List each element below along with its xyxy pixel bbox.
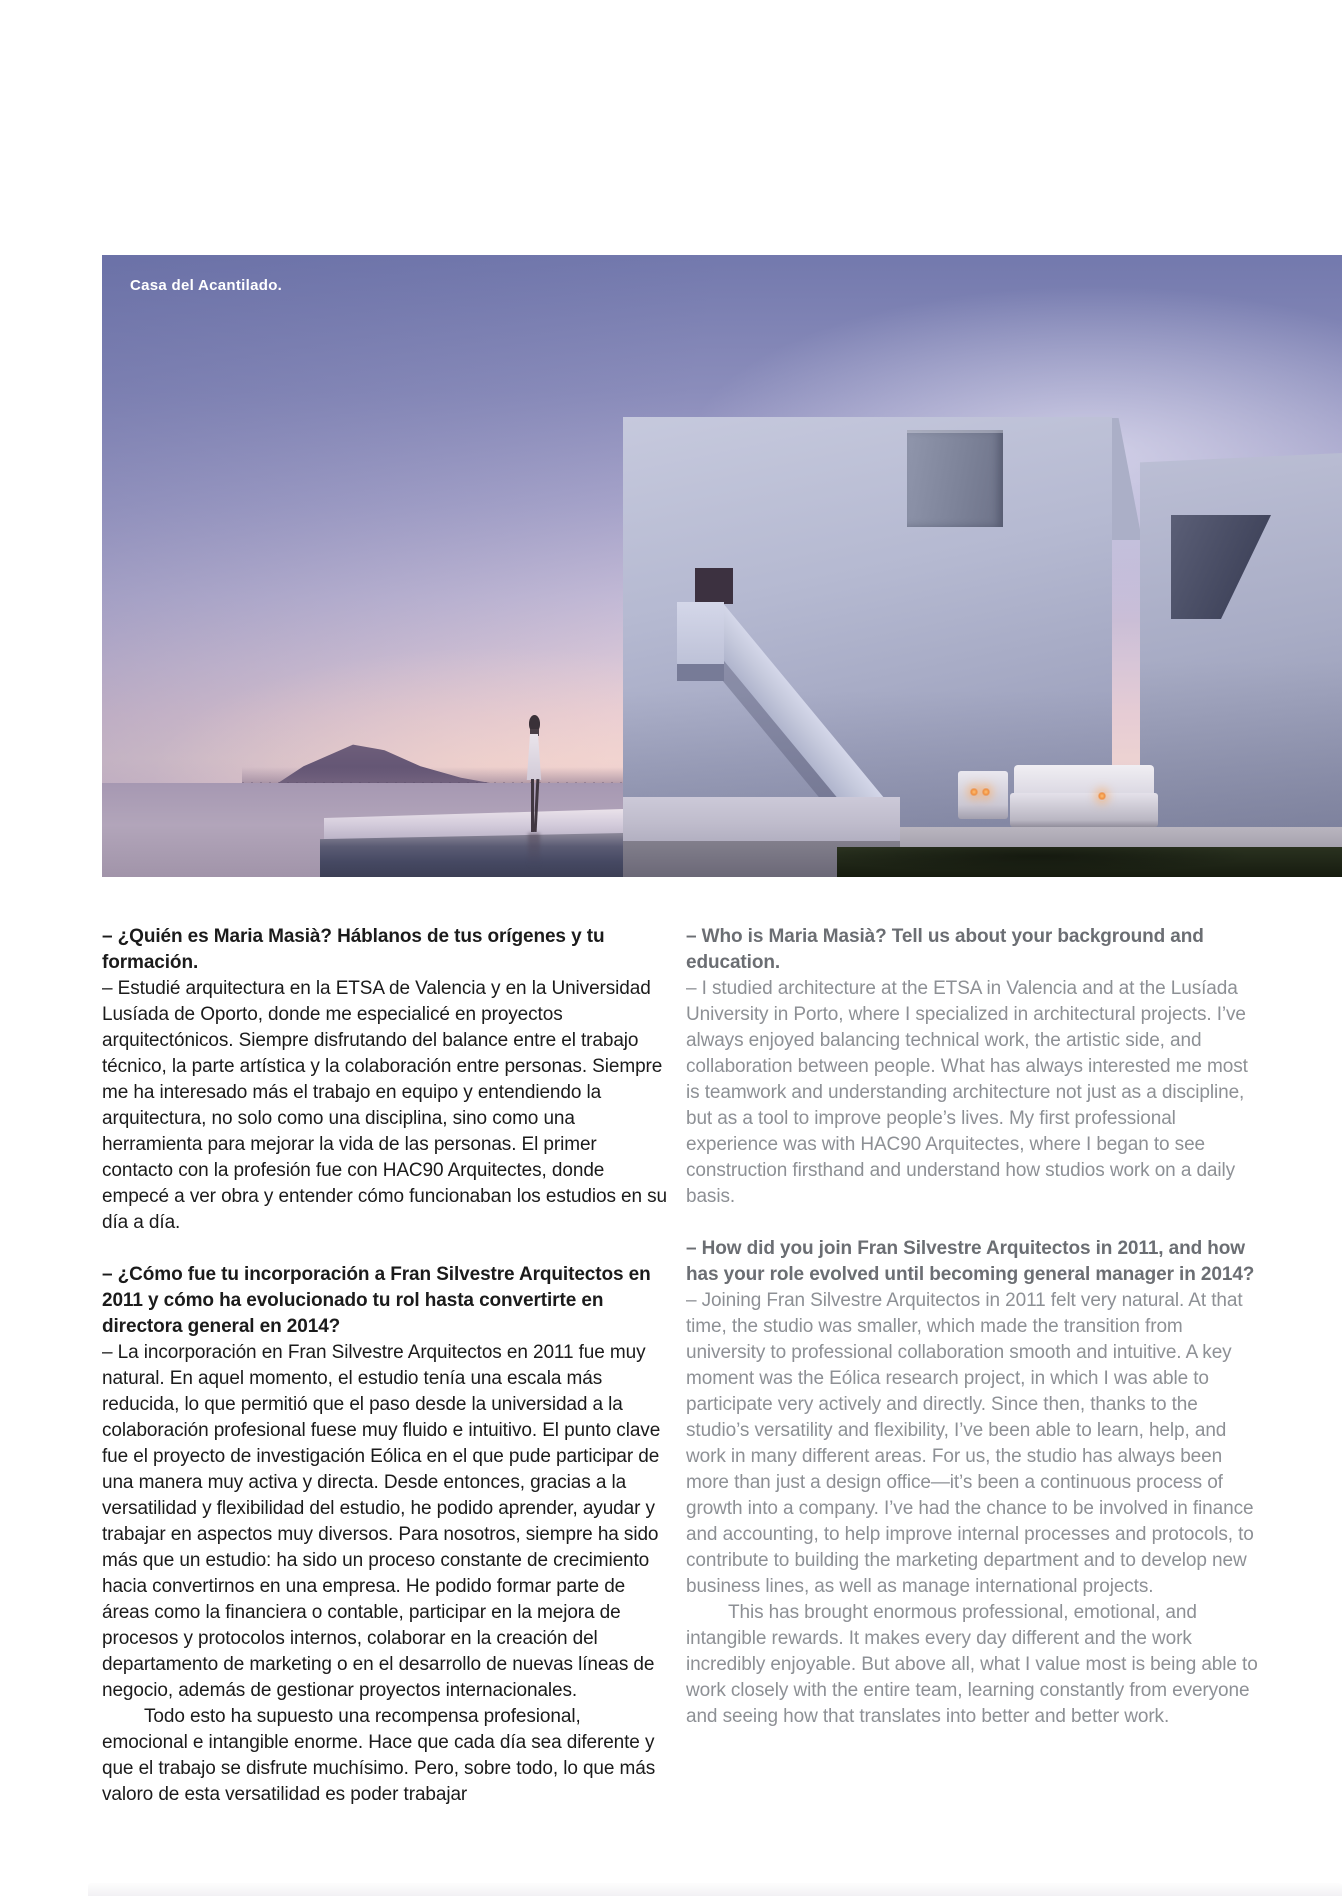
next-page-edge bbox=[88, 1883, 1342, 1896]
interview-question: – ¿Quién es Maria Masià? Háblanos de tus orígenes y tu formación. bbox=[102, 926, 605, 973]
interview-column-spanish bbox=[102, 924, 668, 1808]
interview-answer: – Joining Fran Silvestre Arquitectos in 2011 felt very natural. At that time, the studio was smaller, which made the transition from university to professional collaboration smooth and intuitive. A key moment was the Eólica research project, in which I was able to participate very actively and directly. Since then, thanks to the studio’s versatility and flexibility, I’ve been able to learn, help, and work in many different areas. For us, the studio has always been more than just a design office—it’s been a continuous process of growth into a company. I’ve had the chance to be involved in finance and accounting, to help improve internal processes and protocols, to contribute to building the marketing department and to develop new business lines, as well as manage international projects. bbox=[686, 1290, 1254, 1597]
interview-answer: – Estudié arquitectura en la ETSA de Valencia y en la Universidad Lusíada de Oporto, donde me especialicé en proyectos arquitectónicos. Siempre disfrutando del balance entre el trabajo técnico, la parte artística y la colaboración entre personas. Siempre me ha interesado más el trabajo en equipo y entendiendo la arquitectura, no solo como una disciplina, sino como una herramienta para mejorar la vida de las personas. El primer contacto con la profesión fue con HAC90 Arquitectes, donde empecé a ver obra y entender cómo funcionaban los estudios en su día a día. bbox=[102, 978, 668, 1233]
woman-leg bbox=[534, 779, 540, 832]
candle-light-1 bbox=[970, 787, 978, 797]
qa-block bbox=[686, 1236, 1260, 1730]
woman-silhouette bbox=[522, 715, 546, 867]
photo-caption: Casa del Acantilado. bbox=[130, 277, 283, 294]
candle-light-3 bbox=[1098, 791, 1106, 801]
house-right-volume bbox=[1140, 453, 1342, 830]
qa-block bbox=[686, 924, 1260, 1210]
interview-answer: Todo esto ha supuesto una recompensa profesional, emocional e intangible enorme. Hace que cada día sea diferente y que el trabajo se disfrute muchísimo. Pero, sobre todo, lo que más valoro de esta versatilidad es poder trabajar bbox=[102, 1706, 656, 1805]
woman-reflection bbox=[528, 833, 540, 867]
upper-window bbox=[907, 430, 1003, 527]
grass-area bbox=[837, 847, 1342, 877]
interview-question: – How did you join Fran Silvestre Arquitectos in 2011, and how has your role evolved until becoming general manager in 2014? bbox=[686, 1238, 1255, 1285]
qa-block bbox=[102, 1262, 668, 1808]
outdoor-sofa-seat bbox=[1010, 793, 1158, 827]
pool-reflection bbox=[623, 797, 900, 845]
qa-block bbox=[102, 924, 668, 1236]
house-side-face bbox=[1112, 418, 1142, 540]
interview-question: – ¿Cómo fue tu incorporación a Fran Silvestre Arquitectos en 2011 y cómo ha evolucionado tu rol hasta convertirte en directora general en 2014? bbox=[102, 1264, 651, 1337]
interview-answer: – I studied architecture at the ETSA in Valencia and at the Lusíada University in Porto, where I specialized in architectural projects. I’ve always enjoyed balancing technical work, the artistic side, and collaboration between people. What has always interested me most is teamwork and understanding architecture not just as a discipline, but as a tool to improve people’s lives. My first professional experience was with HAC90 Arquitectes, where I began to see construction firsthand and understand how studios work on a daily basis. bbox=[686, 978, 1248, 1207]
small-window bbox=[695, 568, 733, 604]
stair-landing-underside bbox=[677, 664, 724, 681]
pool-platform-wall bbox=[320, 833, 623, 877]
stair-landing bbox=[677, 602, 724, 666]
interview-question: – Who is Maria Masià? Tell us about your background and education. bbox=[686, 926, 1204, 973]
woman-dress bbox=[526, 734, 542, 780]
interview-answer: This has brought enormous professional, emotional, and intangible rewards. It makes every day different and the work incredibly enjoyable. But above all, what I value most is being able to work closely with the entire team, learning constantly from everyone and seeing how that translates into better and better work. bbox=[686, 1602, 1258, 1727]
candle-light-2 bbox=[982, 787, 990, 797]
interview-column-english bbox=[686, 924, 1260, 1730]
hero-photo bbox=[102, 255, 1342, 877]
interview-answer: – La incorporación en Fran Silvestre Arquitectos en 2011 fue muy natural. En aquel momento, el estudio tenía una escala más reducida, lo que permitió que el paso desde la universidad a la colaboración profesional fuese muy fluido e intuitivo. El punto clave fue el proyecto de investigación Eólica en el que pude participar de una manera muy activa y directa. Desde entonces, gracias a la versatilidad y flexibilidad del estudio, he podido aprender, ayudar y trabajar en aspectos muy diversos. Para nosotros, siempre ha sido más que un estudio: ha sido un proceso constante de crecimiento hacia convertirnos en una empresa. He podido formar parte de áreas como la financiera o contable, participar en la mejora de procesos y protocolos internos, colaborar en la creación del departamento de marketing o en el desarrollo de nuevas líneas de negocio, además de gestionar proyectos internacionales. bbox=[102, 1342, 661, 1701]
